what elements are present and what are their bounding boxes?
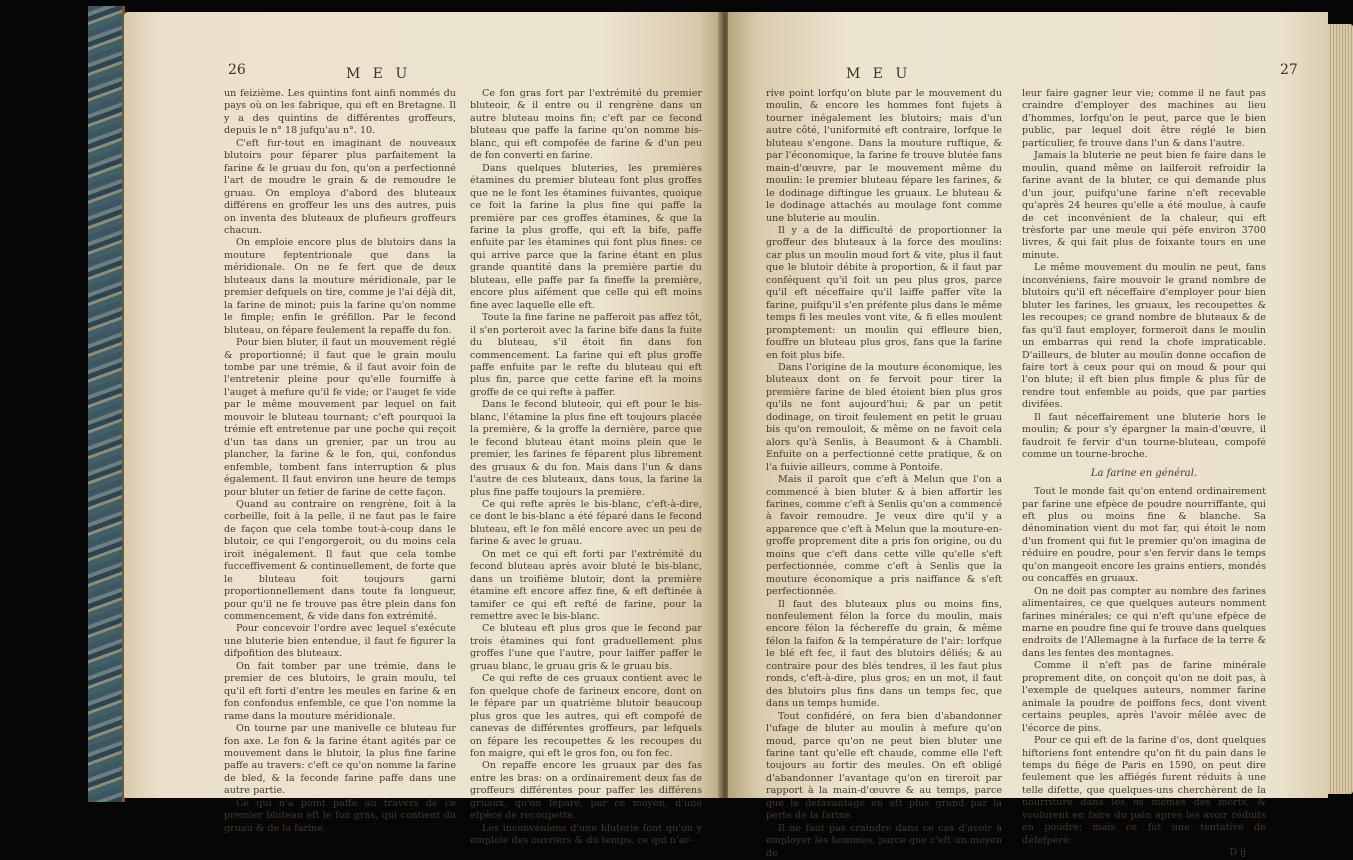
paragraph: Dans l'origine de la mouture économique, les bluteaux dont on fe fervoit pour tirer la première farine de bled étoient bien plus gros qu'ils ne font aujourd'hui; & par un petit dodinage, on tiroit feulement en petit le gruau bis qu'on remouloit, & même on ne favoit cela alors qu'à Senlis, à Beaumont & à Chambli. Enfuite on a perfectionné cette pratique, & on l'a fuivie ailleurs, comme à Pontoife.: [766, 361, 1002, 473]
signature-mark: D ij: [1229, 847, 1246, 859]
paragraph: Tout confidéré, on fera bien d'abandonner l'ufage de bluter au moulin à mefure qu'on moud, parce qu'on ne peut bien bluter une farine tant qu'elle eft chaude, comme elle l'eft toujours au fortir des meules. On eft obligé d'abandonner l'avantage qu'on en tireroit par rapport à la main-d'œuvre & au temps, parce que le défavantage en eft plus grand par la perte de la farine.: [766, 710, 1002, 822]
left-page-number: 26: [228, 62, 246, 78]
paragraph: Il y a de la difficulté de proportionner la groffeur des bluteaux à la force des moulins: car plus un moulin moud fort & vite, plus il faut que le blutoir débite à proportion, & il faut par conféquent qu'il foit un peu plus gros, parce qu'il eft néceffaire qu'il laiffe paffer vîte la farine, puifqu'il s'en préfente plus dans le même temps fi les meules vont vite, & fi elles moulent promptement: un moulin qui effleure bien, fouffre un bluteau plus gros, fans que la farine en foit plus bife.: [766, 224, 1002, 361]
paragraph: rive point lorfqu'on blute par le mouvement du moulin, & encore les hommes font fujets à tourner inégalement les blutoirs; mais d'un autre côté, l'uniformité eft contraire, lorfque le bluteau s'engone. Dans la mouture ruftique, & par l'économique, la farine fe trouve blutée fans main-d'œuvre, par le mouvement même du moulin: le premier bluteau fépare les farines, & le dodinage diftingue les gruaux. Le bluteau & le dodinage attachés au moulage font comme une bluterie au moulin.: [766, 88, 1002, 224]
paragraph: un feizième. Les quintins font ainfi nommés du pays où on les fabrique, qui eft en Bretagne. Il y a des quintins de différentes groffeurs, depuis le n° 18 jufqu'au n°. 10.: [224, 88, 456, 137]
right-page-number: 27: [1280, 62, 1298, 78]
paragraph: Ce qui refte après le bis-blanc, c'eft-à-dire, ce dont le bis-blanc a été féparé dans le fecond bluteau, eft le fon mêlé encore avec un peu de farine & avec le gruau.: [470, 498, 702, 548]
section-heading: La farine en général.: [1090, 467, 1198, 479]
paragraph: Les inconvéniens d'une bluterie font qu'on y emploie des ouvriers & du temps, ce qui n'ar-: [470, 822, 702, 847]
left-page: [124, 12, 722, 847]
paragraph: Il ne faut pas craindre dans ce cas d'avoir à employer les hommes, parce que c'eft un moyen de: [766, 822, 1002, 859]
paragraph: Ce qui refte de ces gruaux contient avec le fon quelque chofe de farineux encore, dont on le fépare par un quatrième blutoir beaucoup plus gros que les autres, qui eft compofé de canevas de différentes groffeurs, par lefquels on fépare les recoupettes & les recoupes du fon maigre, qui eft le gros fon, ou fon fec.: [470, 673, 702, 760]
paragraph: On ne doit pas compter au nombre des farines alimentaires, ce que quelques auteurs nomment farines minérales; ce qui n'eft qu'une efpèce de marne en poudre fine qui fe trouve dans quelques endroits de l'Allemagne à la furface de la terre & dans les fentes des montagnes.: [1022, 585, 1266, 659]
paragraph: Mais il paroît que c'eft à Melun que l'on a commencé à bien bluter & à bien affortir les farines, comme c'eft à Senlis qu'on a commencé à favoir remoudre. Je veux dire qu'il y a apparence que c'eft à Melun que la mouture-en-groffe proprement dite a pris fon origine, ou du moins que c'eft dans cette ville qu'elle s'eft perfectionnée, comme c'eft à Senlis que la mouture économique a pris naiffance & s'eft perfectionnée.: [766, 474, 1002, 598]
open-book: [88, 6, 1353, 859]
paragraph: Toute la fine farine ne pafferoit pas affez tôt, il s'en porteroit avec la farine bife dans la fuite du bluteau, s'il étoit fin dans fon commencement. La farine qui eft plus groffe paffe enfuite par le refte du bluteau qui eft plus fin, parce que cette farine eft la moins groffe de ce qui refte à paffer.: [470, 312, 702, 398]
paragraph: Comme il n'eft pas de farine minérale proprement dite, on conçoit qu'on ne doit pas, à l'exemple de quelques auteurs, nommer farine animale la poudre de poiffons fecs, dont vivent certains peuples, après l'avoir mêlée avec de l'écorce de pins.: [1022, 660, 1266, 734]
paragraph: On tourne par une manivelle ce bluteau fur fon axe. Le fon & la farine étant agités par ce mouvement dans le blutoir, la plus fine farine paffe au travers: c'eft ce qu'on nomme la farine de bled, & la feconde farine paffe dans une autre partie.: [224, 723, 456, 797]
left-column-2: [470, 88, 702, 848]
paragraph: Dans quelques bluteries, les premières étamines du premier bluteau font plus groffes que ne le font les étamines fuivantes, quoique ce foit la farine la plus fine qui paffe la première par ces groffes étamines, & que la farine la plus groffe, qui eft la bife, paffe enfuite par les étamines qui font plus fines: ce qui arrive parce que la farine étant en plus grande quantité dans la première partie du bluteau, elle paffe par fa fineffe la première, encore plus aifément que celle qui eft moins fine avec laquelle elle eft.: [470, 162, 702, 311]
paragraph: leur faire gagner leur vie; comme il ne faut pas craindre d'employer des machines au lieu d'hommes, lorfqu'on le peut, parce que le bien public, par lequel doit être réglé le bien particulier, fe trouve dans l'un & dans l'autre.: [1022, 88, 1266, 149]
paragraph: On repaffe encore les gruaux par des fas entre les bras: on a ordinairement deux fas de groffeurs différentes pour paffer les différens gruaux, qu'on fépare, par ce moyen, d'une efpèce de recoupette.: [470, 760, 702, 822]
paragraph: Ce qui n'a point paffé au travers de ce premier bluteau eft le fon gras, qui contient du gruau & de la farine.: [224, 797, 456, 834]
paragraph: On fait tomber par une trémie, dans le premier de ces blutoirs, le grain moulu, tel qu'il eft forti d'entre les meules en farine & en fon confondus enfemble, ce que l'on nomme la rame dans la mouture méridionale.: [224, 660, 456, 722]
paragraph: Tout le monde fait qu'on entend ordinairement par farine une efpèce de poudre nourriffante, qui eft plus ou moins fine & blanche. Sa dénomination vient du mot far, qui étoit le nom d'un froment qui fut le premier qu'on imagina de réduire en poudre, pour s'en fervir dans le temps qu'on mangeoit encore les grains entiers, mondés ou concaffés en gruaux.: [1022, 486, 1266, 585]
paragraph: Ce bluteau eft plus gros que le fecond par trois étamines qui font graduellement plus groffes l'une que l'autre, pour laiffer paffer le gruau blanc, le gruau gris & le gruau bis.: [470, 623, 702, 672]
paragraph: On met ce qui eft forti par l'extrémité du fecond bluteau après avoir bluté le bis-blanc, dans un troifième blutoir, dont la première étamine eft encore affez fine, & eft deftinée à tamifer ce qui eft refté de farine, pour la remettre avec le bis-blanc.: [470, 548, 702, 623]
paragraph: Dans le fecond bluteoir, qui eft pour le bis-blanc, l'étamine la plus fine eft toujours placée la première, & la groffe la dernière, parce que le fecond bluteau étant moins plein que le premier, les farines fe féparent plus librement des gruaux & du fon. Mais dans l'un & dans l'autre de ces bluteaux, dans tous, la farine la plus fine paffe toujours la première.: [470, 399, 702, 498]
paragraph: C'eft fur-tout en imaginant de nouveaux blutoirs pour féparer plus parfaitement la farine & le gruau du fon, qu'on a perfectionné l'art de moudre le grain & de remoudre le gruau. On employa d'abord des bluteaux différens en groffeur les uns des autres, puis on inventa des bluteaux de plufieurs groffeurs chacun.: [224, 137, 456, 236]
right-column-2: [1022, 88, 1266, 860]
right-column-1: [766, 88, 1002, 860]
paragraph: Pour ce qui eft de la farine d'os, dont quelques hiftoriens font entendre qu'on fit du pain dans le temps du fiége de Paris en 1590, on peut dire feulement que les affiégés furent réduits à une telle difette, que quelques-uns cherchèrent de la nourriture dans les os mêmes des morts, & voulurent en faire du pain après les avoir réduits en poudre; mais ce fut une tentative de défefpéré:: [1022, 735, 1266, 846]
paragraph: Le même mouvement du moulin ne peut, fans inconvéniens, faire mouvoir le grand nombre de blutoirs qu'il eft néceffaire d'employer pour bien bluter les farines, les gruaux, les recoupettes & les recoupes; ce grand nombre de bluteaux & de fas qu'il faut employer, formeroit dans le moulin un embarras qui rend la chofe impraticable. D'ailleurs, de bluter au moulin donne occafion de faire tort à ceux pour qui on moud & pour qui l'on blute; il eft bien plus fimple & plus fûr de rendre tout enfemble au poids, que par parties divifées.: [1022, 262, 1266, 411]
left-column-1: [224, 88, 456, 835]
paragraph: Pour concevoir l'ordre avec lequel s'exécute une bluterie bien entendue, il faut fe figurer la difpofition des bluteaux.: [224, 623, 456, 660]
left-running-head: M E U: [346, 66, 412, 82]
paragraph: Jamais la bluterie ne peut bien fe faire dans le moulin, quand même on lailferoit refroidir la farine avant de la bluter, ce qui demande plus d'un jour, puifqu'une farine n'eft recevable qu'après 24 heures qu'elle a été moulue, à caufe de cet inconvénient de la chaleur, qui eft trèsforte par une meule qui péfe environ 3700 livres, & qui fait plus de foixante tours en une minute.: [1022, 150, 1266, 261]
paragraph: Pour bien bluter, il faut un mouvement réglé & proportionné; il faut que le grain moulu tombe par une trémie, & il faut avoir foin de l'entretenir pleine pour qu'elle fourniffe à l'auget à mefure qu'il fe vide; or l'auget fe vide par le même mouvement par lequel on fait mouvoir le bluteau tournant; c'eft pourquoi la trémie eft entretenue par une poche qui reçoit d'un tas dans un grenier, par un trou au plancher, la farine & le fon, qui, confondus enfemble, tombent fans interruption & plus également. Il faut environ une heure de temps pour bluter un fetier de farine de cette façon.: [224, 337, 456, 498]
right-page: [728, 12, 1328, 859]
paragraph: Quand au contraire on rengrène, foit à la corbeille, foit à la pelle, il ne faut pas le faire de façon que cela tombe tout-à-coup dans le blutoir, ce qui l'engorgeroit, ou du moins cela iroit inégalement. Il faut que cela tombe fucceffivement & continuellement, de forte que le bluteau foit toujours garni proportionnellement dans toute fa longueur, pour qu'il ne fe trouve pas être plein dans fon commencement, & vide dans fon extrémité.: [224, 498, 456, 623]
marbled-cover-edge: [88, 6, 125, 802]
right-running-head: M E U: [846, 66, 912, 82]
paragraph: Il faut des bluteaux plus ou moins fins, nonfeulement félon la force du moulin, mais encore félon la fécherefſe du grain, & même félon la faifon & la température de l'air: lorfque le blé eft fec, il faut des blutoirs déliés; & au contraire pour des blés tendres, il les faut plus ronds, c'eft-à-dire, plus gros; en un mot, il faut des blutoirs plus fins dans un temps fec, que dans un temps humide.: [766, 598, 1002, 710]
paragraph: On emploie encore plus de blutoirs dans la mouture feptentrionale que dans la méridionale. On ne fe fert que de deux bluteaux dans la mouture méridionale, par le premier defquels on tire, comme je l'ai déjà dit, la farine de minot; puis la farine qu'on nomme le fimple; enfin le gréfillon. Par le fecond bluteau, on fépare feulement la repaffe du fon.: [224, 237, 456, 336]
paragraph: Il faut néceffairement une bluterie hors le moulin; & pour s'y épargner la main-d'œuvre, il faudroit fe fervir d'un tourne-bluteau, compofé comme un tourne-broche.: [1022, 411, 1266, 461]
paragraph: Ce fon gras fort par l'extrémité du premier bluteoir, & il entre ou il rengrène dans un autre bluteau moins fin; c'eft par ce fecond bluteau que paffe la farine qu'on nomme bis-blanc, qui eft compofée de farine & d'un peu de fon converti en farine.: [470, 88, 702, 162]
page-block-edge: [1328, 24, 1353, 794]
